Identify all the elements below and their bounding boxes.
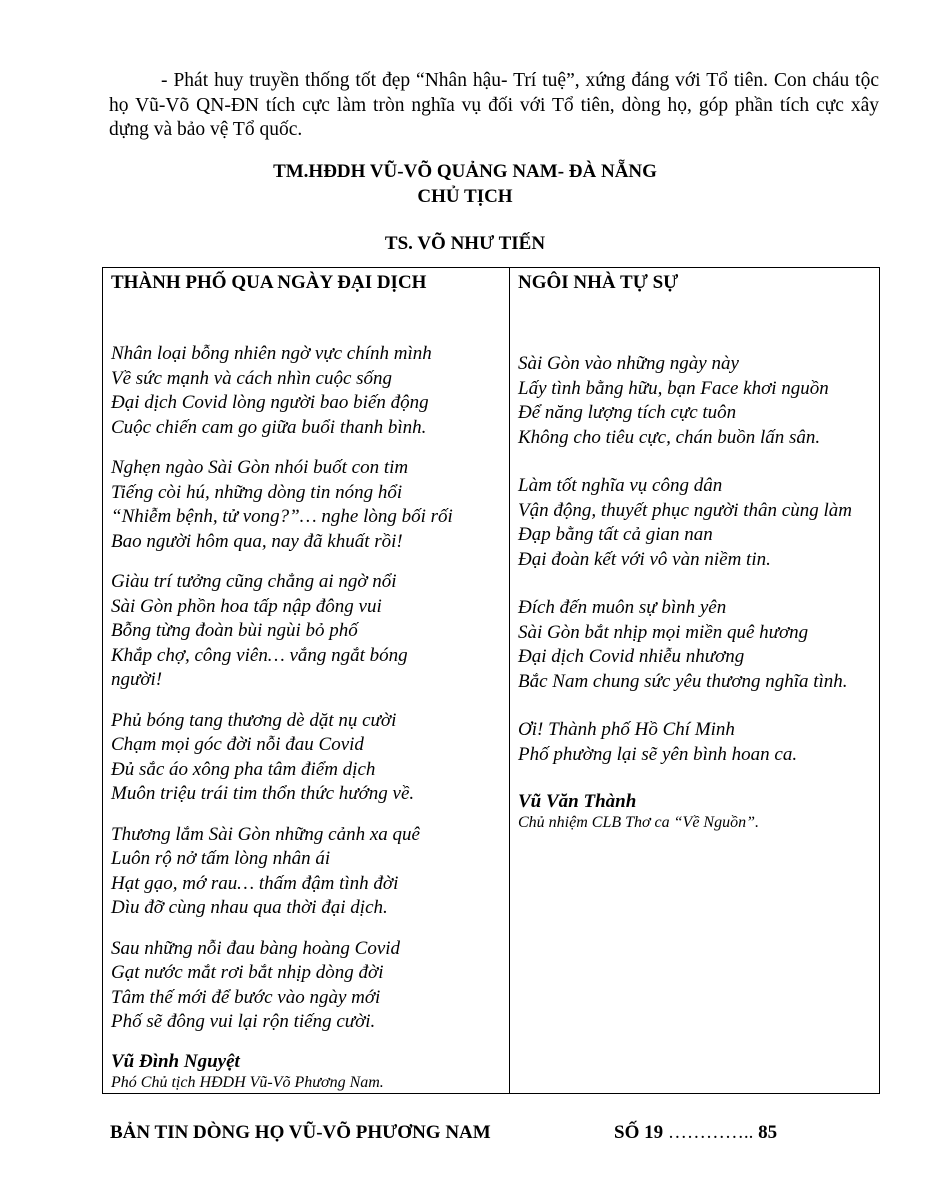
poem-right: [510, 268, 880, 1094]
poem-line: Sài Gòn vào những ngày này: [518, 353, 739, 374]
poem-author-role: Phó Chủ tịch HĐDH Vũ-Võ Phương Nam.: [111, 1073, 384, 1091]
poem-line: Thương lắm Sài Gòn những cảnh xa quê: [111, 823, 420, 845]
poem-stanza: [518, 596, 871, 694]
poem-line: Nghẹn ngào Sài Gòn nhói buốt con tim: [111, 457, 409, 478]
poem-stanza: [111, 342, 501, 440]
poems-table: [102, 267, 880, 1094]
poem-stanza: [111, 937, 501, 1035]
poem-line: Nhân loại bỗng nhiên ngờ vực chính mình: [111, 343, 432, 364]
intro-text: - Phát huy truyền thống tốt đẹp “Nhân hậu- Trí tuệ”, xứng đáng với Tổ tiên. Con cháu tộc họ Vũ-Võ QN-ĐN tích cực làm tròn nghĩa vụ đối với Tổ tiên, dòng họ, góp phần tích cực xây dựng và bảo vệ Tổ quốc.: [109, 70, 879, 140]
poem-line: Phủ bóng tang thương dè dặt nụ cười: [111, 709, 397, 731]
footer-page-number: [614, 1122, 777, 1144]
poem-line: Đạp bằng tất cả gian nan: [518, 524, 713, 545]
poem-line: Vận động, thuyết phục người thân cùng làm: [518, 499, 852, 521]
signature-org: TM.HĐDH VŨ-VÕ QUẢNG NAM- ĐÀ NẴNG: [273, 161, 657, 182]
poem-stanza: [111, 709, 501, 807]
poem-line: Tâm thế mới để bước vào ngày mới: [111, 986, 381, 1008]
poem-line: Đại dịch Covid lòng người bao biến động: [111, 392, 429, 413]
poem-line: Đại đoàn kết với vô vàn niềm tin.: [518, 548, 771, 570]
poem-line: Bắc Nam chung sức yêu thương nghĩa tình.: [518, 670, 848, 692]
poem-author: Vũ Văn Thành: [518, 791, 637, 812]
poem-line: Để năng lượng tích cực tuôn: [518, 402, 737, 423]
poem-line: Gạt nước mắt rơi bắt nhịp dòng đời: [111, 962, 384, 983]
poem-stanza: [518, 718, 871, 767]
poems-row: [103, 268, 880, 1094]
footer-dots: …………..: [667, 1122, 754, 1143]
poem-line: “Nhiễm bệnh, tử vong?”… nghe lòng bối rối: [111, 506, 453, 527]
poem-line: Giàu trí tưởng cũng chẳng ai ngờ nổi: [111, 571, 397, 592]
poem-line: Làm tốt nghĩa vụ công dân: [518, 475, 723, 496]
poem-stanza: [518, 352, 871, 450]
poem-line: Phố phường lại sẽ yên bình hoan ca.: [518, 743, 798, 765]
poem-stanza: [111, 823, 501, 921]
intro-paragraph: [109, 69, 879, 143]
poem-line: Ơi! Thành phố Hồ Chí Minh: [518, 719, 735, 740]
page-footer: [110, 1122, 810, 1144]
footer-page: 85: [758, 1122, 778, 1143]
poem-line: Về sức mạnh và cách nhìn cuộc sống: [111, 367, 393, 389]
footer-publication: BẢN TIN DÒNG HỌ VŨ-VÕ PHƯƠNG NAM: [110, 1122, 491, 1143]
poem-line: Chạm mọi góc đời nỗi đau Covid: [111, 734, 364, 755]
poem-author: Vũ Đình Nguyệt: [111, 1050, 240, 1072]
poem-line: Dìu đỡ cùng nhau qua thời đại dịch.: [111, 897, 388, 918]
poem-line: Luôn rộ nở tấm lòng nhân ái: [111, 848, 331, 869]
poem-stanza: [518, 474, 871, 572]
poem-title: THÀNH PHỐ QUA NGÀY ĐẠI DỊCH: [111, 272, 427, 293]
poem-line: Sài Gòn phồn hoa tấp nập đông vui: [111, 595, 382, 617]
poem-line: Đủ sắc áo xông pha tâm điểm dịch: [111, 758, 376, 780]
poem-line: Lấy tình bằng hữu, bạn Face khơi nguồn: [518, 377, 829, 399]
poem-stanza: [111, 570, 501, 693]
poem-line: Khắp chợ, công viên… vắng ngắt bóng người!: [111, 644, 408, 690]
poem-title: NGÔI NHÀ TỰ SỰ: [518, 272, 679, 293]
poem-stanza: [111, 456, 501, 554]
signature-title: CHỦ TỊCH: [417, 186, 513, 207]
poem-line: Bao người hôm qua, nay đã khuất rồi!: [111, 530, 403, 552]
signature-name: TS. VÕ NHƯ TIẾN: [384, 233, 546, 254]
poem-line: Tiếng còi hú, những dòng tin nóng hổi: [111, 481, 403, 503]
poem-line: Đại dịch Covid nhiễu nhương: [518, 646, 745, 667]
footer-issue: SỐ 19: [614, 1122, 664, 1143]
poem-line: Hạt gạo, mớ rau… thấm đậm tình đời: [111, 872, 399, 894]
poem-line: Sau những nỗi đau bàng hoàng Covid: [111, 937, 401, 959]
poem-line: Không cho tiêu cực, chán buồn lấn sân.: [518, 426, 821, 448]
poem-line: Sài Gòn bắt nhịp mọi miền quê hương: [518, 621, 809, 643]
poem-author-role: Chủ nhiệm CLB Thơ ca “Về Nguồn”.: [518, 814, 759, 831]
poem-line: Cuộc chiến cam go giữa buổi thanh bình.: [111, 416, 427, 438]
poem-line: Đích đến muôn sự bình yên: [518, 597, 727, 618]
poem-line: Phố sẽ đông vui lại rộn tiếng cười.: [111, 1011, 376, 1032]
poem-line: Bỗng từng đoàn bùi ngùi bỏ phố: [111, 620, 358, 641]
poem-line: Muôn triệu trái tim thổn thức hướng về.: [111, 783, 415, 804]
poem-left: [103, 268, 510, 1094]
